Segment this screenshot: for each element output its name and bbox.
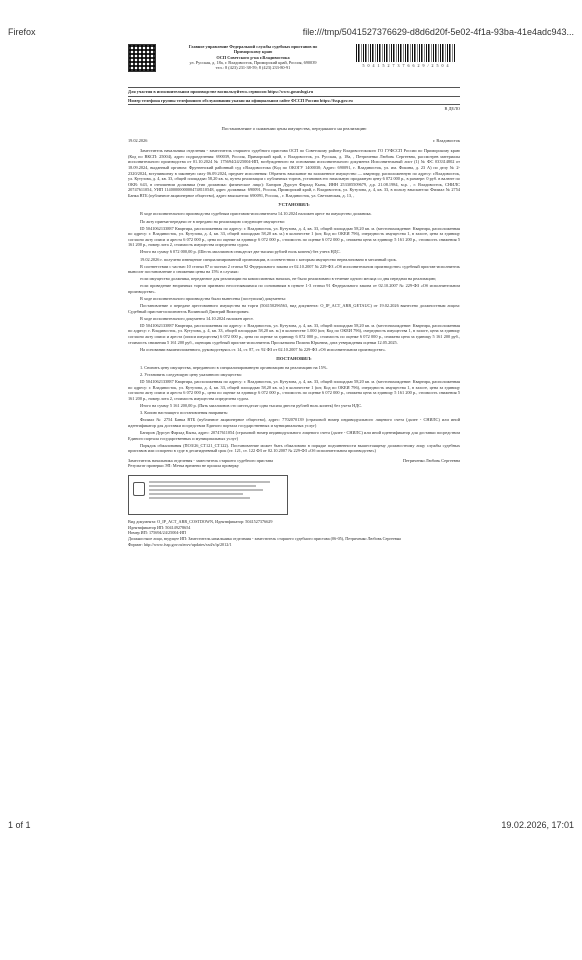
established-p4: В соответствии с частью 10 статьи 87 и частью 2 статьи 92 Федерального закона от 02.10.2007 № 229-ФЗ «Об исполнительном производстве» судебный пристав-исполнитель выносит постановление о снижении цены на 15% в случаях: [128,263,460,275]
qr-code-icon [128,44,156,72]
letterhead [128,40,460,88]
electronic-signature-stamp [128,475,288,515]
recipient-1: Филиал № 2754 Банка ВТБ (публичное акционерное общество), адрес: 7702070139 (страховой номер индивидуального лицевого счета (далее - СНИЛС) или иной идентификатор для доставки посредством Единого портала государственных и муниципальных услуг) [128,417,460,428]
resolved-3: 3. Копию настоящего постановления направить: [140,410,229,416]
property-item-2: ID 5041062133887 Квартира, расположенная по адресу: г. Владивосток, ул. Кутузова, д. 4, кв. 33, общей площадью 58,20 кв. м. (местонахождение: Квартира, расположенная по адресу: г. Владивосток, ул. Кутузова, д. 4, кв. 33, общей площадью 58,20 кв. м.) в количестве 1.000 (шт, Код по ОКЕИ 796), очередность имущества 1, в залоге, цена за единицу согласно акту описи и ареста (описи имущества) 6 072 000 р., цена по оценке за единицу 6 072 000 р., стоимость по оценке 6 072 000 р., снижена цена за единицу 5 161 200 руб., стоимость снижения 5 161 200 руб., оценщик судебный пристав-исполнитель Проскаткина Полина Юрьевна, дата утверждения оценки 12.05.2025. [128,322,460,345]
established-p10: На основании вышеизложенного, руководствуясь ст. 14, ст. 87, ст. 92 ФЗ от 02.10.2007 № 229-ФЗ «Об исполнительном производстве». [140,346,386,352]
recipient-2: Багиров Дурсун Фархад Кызы, адрес: 20747611054 (страховой номер индивидуального лицевого счета (далее - СНИЛС) или иной идентификатор для доставки посредством Единого портала государственных и муниципальных услуг) [128,429,460,441]
notice-gosuslugi: Для участия в исполнительном производстве воспользуйтесь сервисом https://www.gosuslugi.ru [128,88,460,97]
document-page [128,40,460,805]
eds-check: Результат проверки ЭП: Метка времени не прошла проверку [128,463,239,469]
browser-name: Firefox [8,27,36,37]
document-metadata [128,519,460,547]
intro-paragraph: Заместитель начальника отделения - заместитель старшего судебного пристава ОСП по Советскому району Владивостокского ГО ГУФССП России по Приморскому краю (Код по ВКСП: 25004), адрес подразделения: 690039, Россия, Приморский край, г. Владивосток, ул. Русская, д. 18а, , Петриченко Любовь Сергеевна, рассмотрев материалы исполнительного производства от 01.10.2024 № 175694/24/25004-ИП, возбужденного на основании исполнительного документа Исполнительный лист (1) № ФС 033314802 от 18.09.2024, выданный органом: Фрунзенский районный суд г.Владивостока (Код по ОКОГУ 1400030; Адрес: 690091, г. Владивосток, ул. им. Фокина, д. 23 А) по делу № 2-2320/2024, вступившему в законную силу 06.09.2024, предмет исполнения: Обратить взыскание на заложенное имущество — квартиру, расположенную по адресу: г.Владивосток, ул. Кутузова, д. 4, кв. 33, общей площадью 58,20 кв. м, путем реализации с публичных торгов, установив его начальную продажную цену 6 072 000 р., в размере: 0 руб. в валюте по ОКВ: 643, в отношении должника (тип должника: физическое лицо): Багиров Дурсун Фархад Кызы, ИНН 253305509679, д.р. 21.08.1984, м.р. , г. Владивосток, СНИЛС 20747611054, УИП 11400000000004748110548, адрес должника: 690091, Россия, Приморский край, г. Владивосток, ул. Кутузова, д. 4, кв. 33, в пользу взыскателя: Филиал № 2754 Банка ВТБ (публичное акционерное общество), адрес взыскателя: 690091, Россия, , г. Владивосток, ул. Светланская, д. 13, , [128,148,460,198]
total-2: Итого на сумму 5 161 200,00 р. (Пять миллионов сто шестьдесят одна тысяча двести рублей ноль копеек) без учета НДС. [140,403,363,409]
page-count: 1 of 1 [8,820,31,830]
established-p8: Постановление о передаче арестованного имущества на торги (504150296563, вид документа: O_IP_ACT_ARR_GETAUC) от 19.02.2026 вынесено должностным лицом: Судебный пристав-исполнитель Волинской Дмитрий Викторович. [128,303,460,314]
document-date: 19.02.2026 [128,137,148,143]
notice-phone: Номер телефона группы телефонного обслуживания указан на официальном сайте ФССП России https://fssp.gov.ru [128,97,460,106]
established-p2: По акту приема-передачи от в передано на реализацию следующее имущество: [140,218,286,224]
agency-line-2: Приморскому краю [233,49,273,55]
resolved-2: 2. Установить следующую цену указанного имущества: [140,372,242,378]
print-datetime: 19.02.2026, 17:01 [501,820,574,830]
agency-address: ул. Русская, д. 18а, г. Владивосток, Приморский край, Россия, 690039 [189,60,317,66]
established-p6: если проведение вторичных торгов признано несостоявшимся по основаниям в пункте 1-3 статьи 91 Федерального закона от 02.10.2007 № 229-ФЗ «Об исполнительном производстве». [128,283,460,294]
resolved-1: 1. Снизить цену имущества, переданного в специализированную организацию на реализацию на 15%. [140,365,328,371]
agency-phones: тел.: 8 (423) 231-38-59; 8 (423) 233-80-91 [215,65,291,71]
document-place: г. Владивосток [432,137,460,143]
signer-role: Заместитель начальника отделения - заместитель старшего судебного пристава [128,457,273,463]
section-established: УСТАНОВИЛ: [278,202,310,208]
meta-ip-id: Идентификатор ИП: 504149278654 [128,524,191,530]
section-resolved: ПОСТАНОВИЛ: [276,356,312,362]
established-p1: В ходе исполнительного производства судебным приставом-исполнителем 14.10.2024 наложен арест на имущество должника. [140,211,372,217]
established-p9: В ходе исполнительного документа 14.10.2024 наложен арест. [140,315,254,321]
barcode-number: 5 0 4 1 5 2 7 3 7 6 6 2 9 / 2 5 0 4 [362,63,450,68]
print-header [0,0,582,40]
meta-format: Формат: http://www.fssp.gov.ru/mvv/updates/xsd/s/ip/2012/1 [128,541,232,547]
established-p7: В ходе исполнительного производства были вынесены (поступили) документы: [140,295,286,301]
meta-officer: Должностное лицо, ведущее ИП: Заместитель начальника отделения - заместитель старшего судебного пристава (06-05), Петриченко Любовь Сергеевна [128,535,401,541]
page-url: file:///tmp/5041527376629-d8d6d20f-5e02-4f1a-93ba-41e4adc943... [302,27,574,37]
established-p3: 19.02.2026 г. получено извещение специализированной организации, в соответствии с которым имущество нереализовано в месячный срок. [140,256,397,262]
delo-mark: В ДЕЛО [444,106,460,112]
property-item-3: ID 5041062133887 Квартира, расположенная по адресу: г. Владивосток, ул. Кутузова, д. 4, кв. 33, общей площадью 58,20 кв. м. (местонахождение: Квартира, расположенная по адресу: г. Владивосток, ул. Кутузова, д. 4, кв. 33, общей площадью 58,20 кв. м.) в количестве 1 (шт, Код по ОКЕИ 796), очередность имущества 1, в залоге, цена за единицу согласно акту описи и ареста 6 072 000 р., цена по оценке за единицу 6 072 000 р., стоимость по оценке 6 072 000 р., снижена цена за единицу 5 161 200 р., стоимость снижения 5 161 200 р., номер лота 2, стоимость имущества определена судом. [128,379,460,402]
meta-doc-type: Вид документа: O_IP_ACT_ARR_COSTDOWN, Идентификатор: 5041527376629 [128,518,273,524]
total-1: Итого на сумму 6 072 000,00 р. (Шесть миллионов семьдесят две тысячи рублей ноль копеек) без учета НДС. [140,249,341,255]
date-row [128,138,460,144]
document-title: Постановление о снижении цены имущества, переданного на реализацию [221,125,367,131]
established-p5: если имущество должника, переданное для реализации на комиссионных началах, не было реализовано в течение одного месяца со дня передачи на реализацию; [140,276,437,282]
agency-block [158,44,348,71]
meta-ip-number: Номер ИП: 175694/24/25004-ИП [128,530,186,536]
barcode-icon [356,44,456,62]
signer-name: Петриченко Любовь Сергеевна [402,457,460,463]
property-item-1: ID 5041062133887 Квартира, расположенная по адресу: г. Владивосток, ул. Кутузова, д. 4, кв. 33, общей площадью 58,20 кв. м. (местонахождение: Квартира, расположенная по адресу: г. Владивосток, ул. Кутузова, д. 4, кв. 33, общей площадью 58,20 кв. м.) в количестве 1 (шт, Код по ОКЕИ 796), очередность имущества 1, в залоге, цена за единицу согласно акту описи и ареста 6 072 000 р., цена по оценке за единицу 6 072 000 р., стоимость по оценке 6 072 000 р., снижена цена за единицу 5 161 200 р., стоимость снижения 5 161 200 р., номер лота 2, стоимость имущества определена судом. [128,225,460,248]
agency-line-3: ОСП Советского р-на г.Владивостока [216,54,290,60]
appeal-procedure: Порядок обжалования (ПОЗ/26_СТ121_СТ122). Постановление может быть обжаловано в порядке подчиненности вышестоящему должностному лицу службы судебных приставов или оспорено в суде в десятидневный срок (ст. 121, ст. 122 ФЗ от 02.10.2007 № 229-ФЗ «Об исполнительном производстве») [128,442,460,454]
agency-line-1: Главное управление Федеральной службы судебных приставов по [188,44,318,49]
signature-emblem-icon [133,482,145,496]
